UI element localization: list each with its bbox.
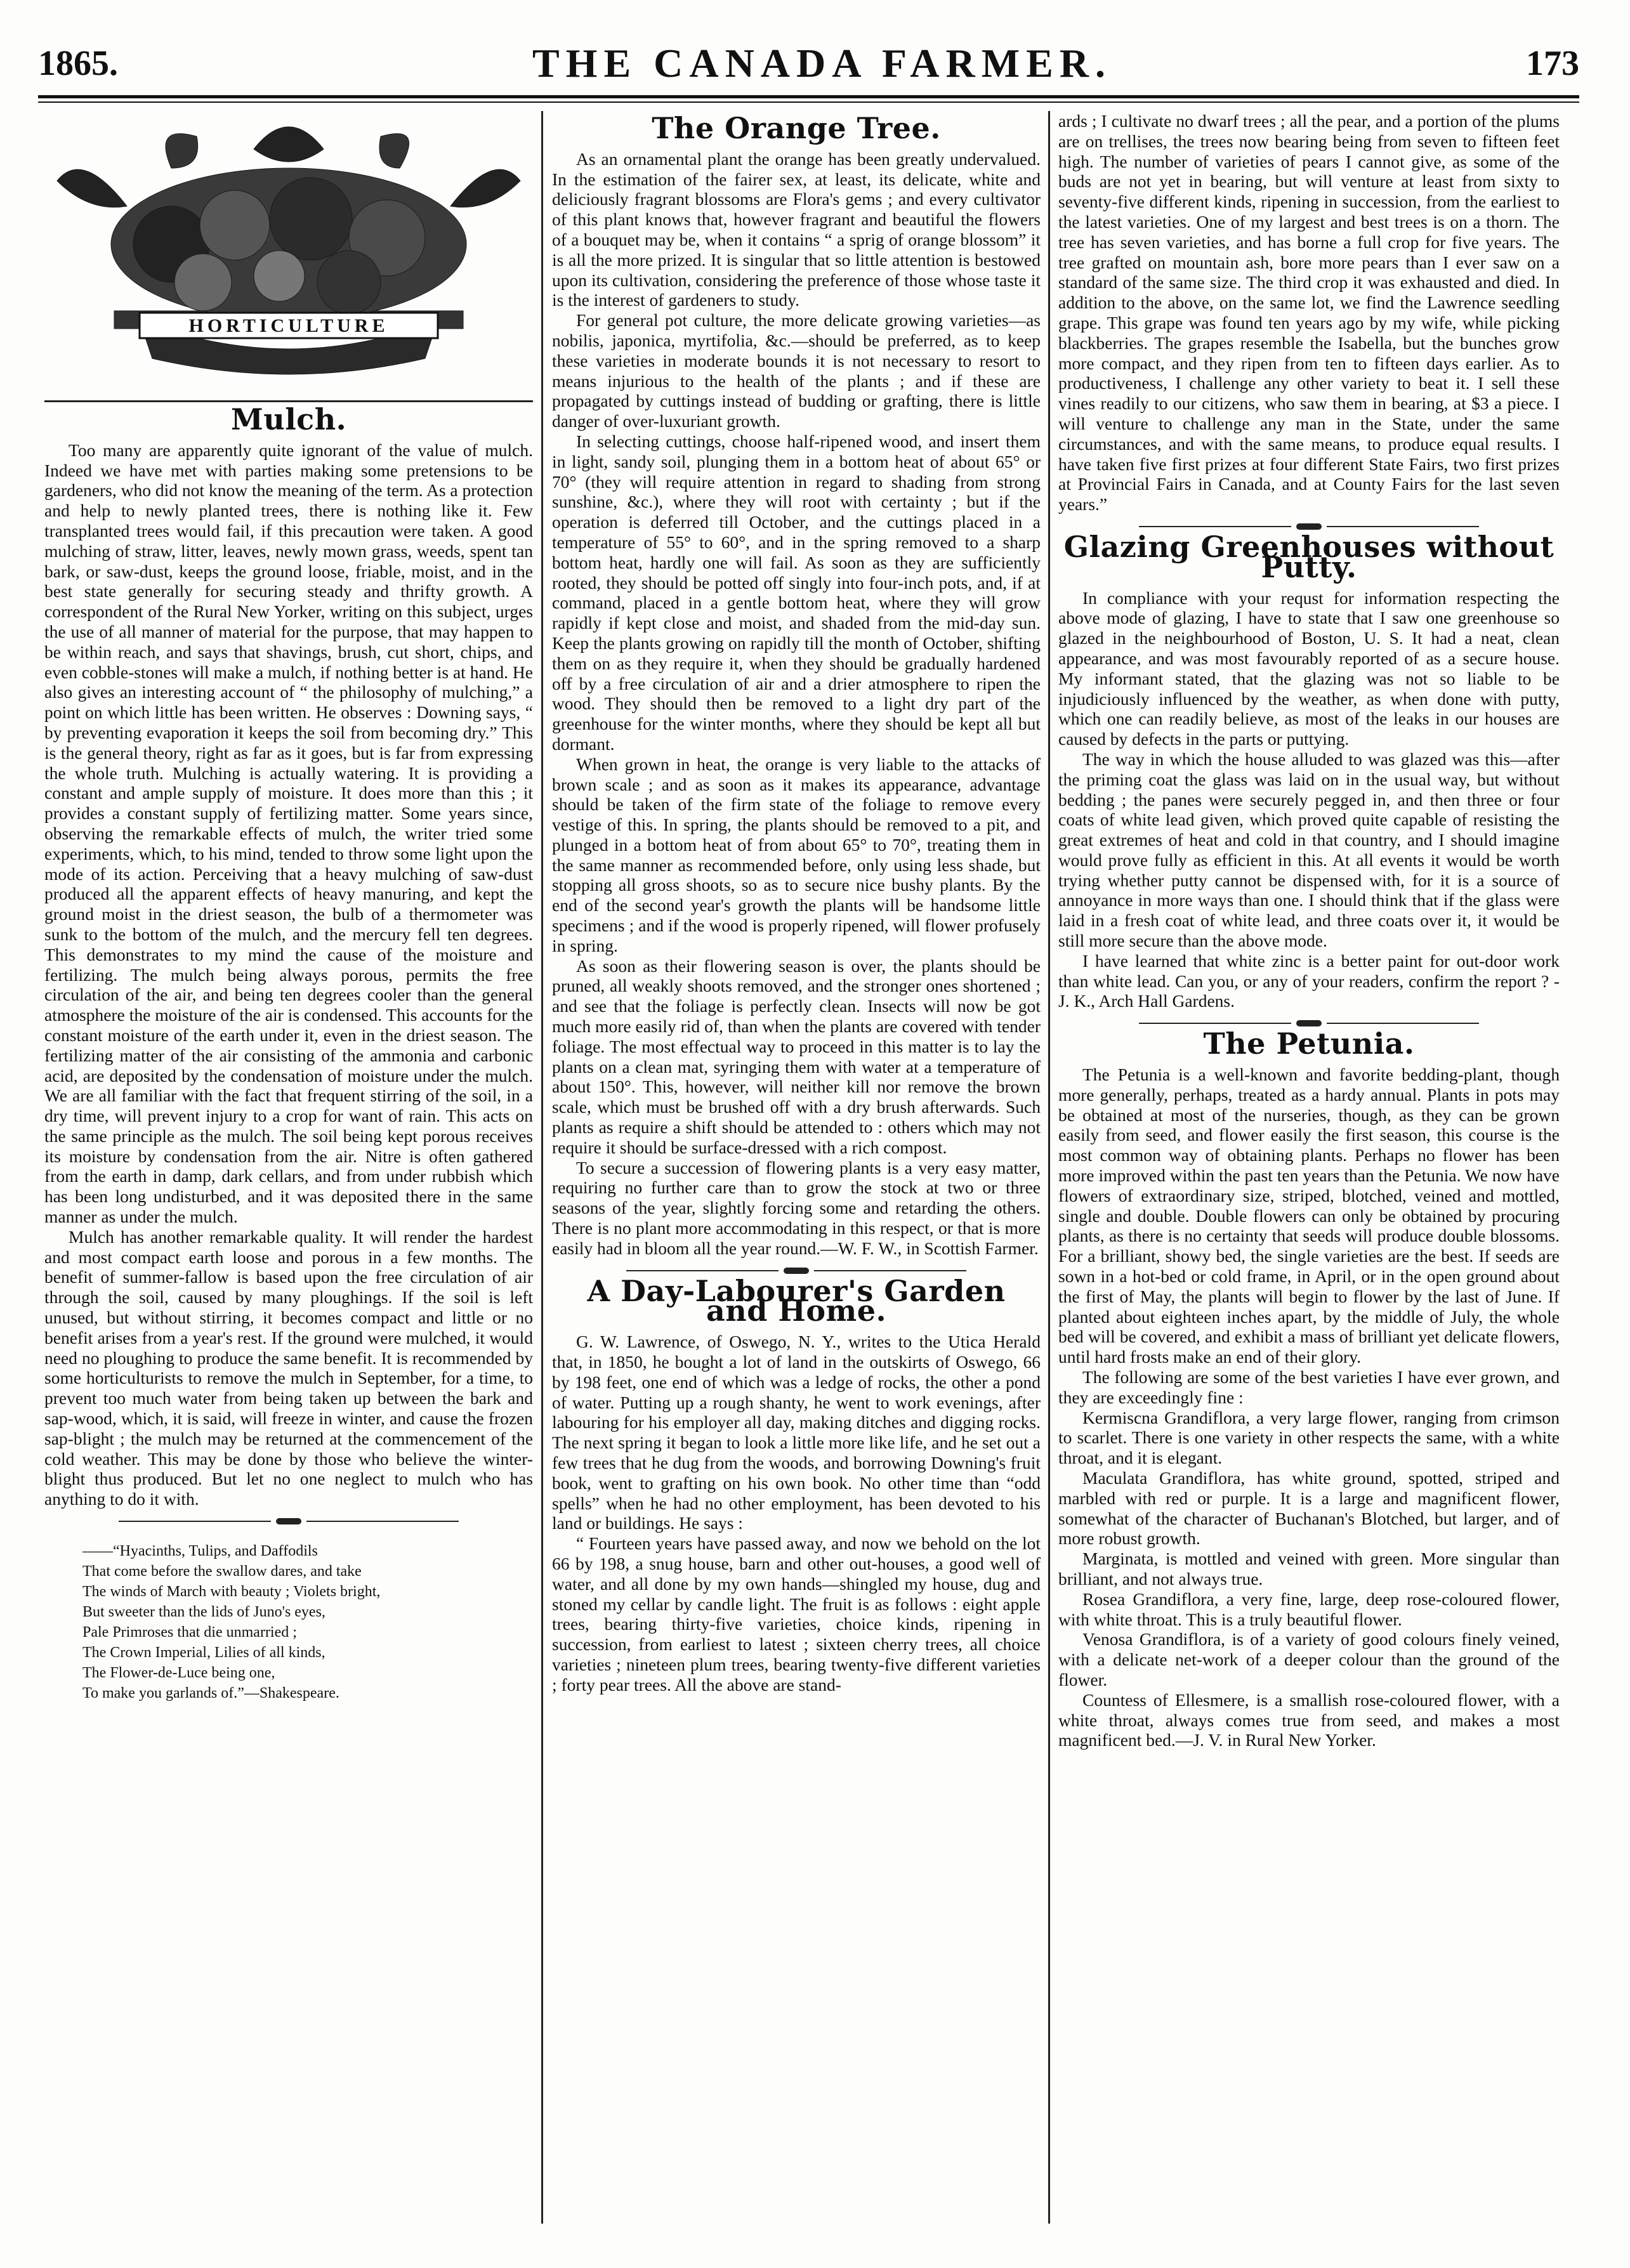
paragraph: Countess of Ellesmere, is a smallish rose-coloured flower, with a white throat, always comes true from seed, and makes a most magnificent bed.—J. V. in Rural New Yorker. [1058, 1689, 1560, 1750]
paragraph: ards ; I cultivate no dwarf trees ; all the pear, and a portion of the plums are on trellises, the trees now bearing being from seven to fifteen feet high. The number of varieties of pears I cannot give, as some of the buds are not yet in bearing, but will venture at least from sixty to seventy-five different kinds, ripening in succession, from the earliest to the latest varieties. One of my largest and best trees is on a thorn. The tree has seven varieties, and has borne a full crop for five years. The tree grafted on mountain ash, bore more pears than I ever saw on a standard of the same size. The third crop it was exhausted and died. In addition to the above, on the same lot, we find the Lawrence seedling grape. This grape was found ten years ago by my wife, while picking blackberries. The grapes resemble the Isabella, but the bunches grow more compact, and they ripen from ten to fifteen days earlier. As to productiveness, I challenge any other variety to beat it. I sell these vines readily to our citizens, who saw them in bearing, at $3 a piece. I will venture to challenge any man in the State, under the same circumstances, and with the same means, to produce equal results. I have taken five first prizes at four different State Fairs, two first prizes at Provincial Fairs in Canada, and at County Fairs for the last seven years.” [1058, 111, 1560, 515]
paragraph: Marginata, is mottled and veined with green. More singular than brilliant, and not always true. [1058, 1549, 1560, 1589]
ornamental-separator [552, 1268, 1041, 1274]
header-rule-thin [38, 102, 1579, 103]
page-number: 173 [1526, 44, 1579, 83]
paragraph: Venosa Grandiflora, is of a variety of good colours finely veined, with a delicate net-work of a deeper colour than the ground of the flower. [1058, 1629, 1560, 1689]
paragraph: Too many are apparently quite ignorant of the value of mulch. Indeed we have met with parties making some pretensions to be gardeners, who did not know the meaning of the term. As a protection and help to newly planted trees, there is nothing like it. Few transplanted trees would fail, if this precaution were taken. A good mulching of straw, litter, leaves, newly mown grass, weeds, spent tan bark, or saw-dust, keeps the ground loose, friable, moist, and in the best state generally for securing steady and thrifty growth. A correspondent of the Rural New Yorker, writing on this subject, urges the use of all manner of material for the purpose, that may happen to be within reach, and says that shavings, brush, cut short, chips, and even cobble-stones will make a mulch, if nothing better is at hand. He also gives an interesting account of “ the philosophy of mulching,” a point on which little has been written. He observes : Downing says, “ by preventing evaporation it keeps the soil from becoming dry.” This is the general theory, right as far as it goes, but is far from expressing the whole truth. Mulching is actually watering. It is providing a constant and ample supply of moisture. It does more than this ; it provides a constant supply of fertilizing matter. Some years since, observing the remarkable effects of mulch, the writer tried some experiments, which, to his mind, tended to throw some light upon the mode of its action. Perceiving that a heavy mulching of saw-dust produced all the apparent effects of heavy manuring, and kept the ground moist in the driest season, the bulb of a thermometer was sunk to the bottom of the mulch, and the mercury fell ten degrees. This demonstrates to my mind the cause of the moisture and fertilizing. The mulch being always porous, permits the free circulation of the air, and being ten degrees cooler than the general atmosphere the moisture of the air is condensed. This accounts for the constant moisture of the earth under it, even in the driest season. The fertilizing matter of the air consisting of the ammonia and carbonic acid, are deposited by the condensation of moisture under the mulch. We are all familiar with the fact that frequent stirring of the soil, in a dry time, will prevent injury to a crop for want of rain. This acts on the same principle as the mulch. The soil being kept porous receives its moisture by condensation from the air. Nitre is often gathered from the earth in damp, dark cellars, and from under rubbish which has been long undisturbed, and it was deposited there in the same manner as under the mulch. [44, 440, 533, 1227]
paragraph: As an ornamental plant the orange has been greatly undervalued. In the estimation of the fairer sex, at least, its delicate, white and deliciously fragrant blossoms are Flora's gems ; and every cultivator of this plant knows that, however fragrant and beautiful the flowers of a bouquet may be, when it contains “ a sprig of orange blossom” it is all the more prized. It is singular that so little attention is bestowed upon its cultivation, considering the preference of those whose taste it is the interest of gardeners to study. [552, 148, 1041, 310]
paragraph: The way in which the house alluded to was glazed was this—after the priming coat the glass was laid on in the usual way, but without bedding ; the panes were securely pegged in, and then three or four coats of white lead given, which proved quite capable of resisting the great extremes of heat and cold in that country, and I should imagine would prove fully as efficient in this. At all events it would be worth trying whether putty cannot be dispensed with, for it is a source of annoyance in more ways than one. I should think that if the glass were laid in a fresh coat of white lead, and three coats over it, it would be still more secure than the above mode. [1058, 749, 1560, 951]
poem-line: The Flower-de-Luce being one, [82, 1665, 275, 1682]
paragraph: I have learned that white zinc is a better paint for out-door work than white lead. Can you, or any of your readers, confirm the report ? - J. K., Arch Hall Gardens. [1058, 950, 1560, 1011]
article-title-glazing: Glazing Greenhouses without Putty. [1063, 529, 1554, 584]
paragraph: To secure a succession of flowering plants is a very easy matter, requiring no further care than to grow the stock at two or three seasons of the year, slightly forcing some and retarding the others. There is no plant more accommodating in this respect, or that is more easily had in bloom all the year round.—W. F. W., in Scottish Farmer. [552, 1157, 1041, 1258]
column-rule [1048, 111, 1050, 2224]
article-title-petunia: The Petunia. [1203, 1026, 1415, 1061]
poem-line: That come before the swallow dares, and take [82, 1563, 362, 1580]
poem-line: ——“Hyacinths, Tulips, and Daffodils [82, 1543, 318, 1560]
masthead-title: THE CANADA FARMER. [532, 41, 1112, 86]
article-title-mulch: Mulch. [230, 402, 347, 436]
poem-quote [82, 1541, 533, 1703]
paragraph: For general pot culture, the more delicate growing varieties—as nobilis, japonica, myrtifolia, &c.—should be preferred, as to keep these varieties in moderate bounds it is not necessary to resort to means injurious to the health of the plants ; and if these are propagated by cuttings instead of budding or grafting, there is little danger of over-luxuriant growth. [552, 310, 1041, 431]
paragraph: In selecting cuttings, choose half-ripened wood, and insert them in light, sandy soil, plunging them in a bottom heat of about 65° or 70° (they will require attention in regard to shading from strong sunshine, &c.), where they will root with certainty ; but if the operation is deferred till October, and the cuttings placed in a temperature of 55° to 60°, and in the spring removed to a sharp bottom heat, hardly one will fail. As soon as they are sufficiently rooted, they should be potted off singly into four-inch pots, and, if at command, placed in a gentle bottom heat, where they will grow rapidly if kept close and moist, and shaded from the mid-day sun. Keep the plants growing on rapidly till the month of October, shifting them on as they require it, when they should be gradually hardened off by a free circulation of air and a drier atmosphere to ripen the wood. They should then be removed to a light dry part of the greenhouse for the winter months, where they should be kept all but dormant. [552, 431, 1041, 754]
paragraph: When grown in heat, the orange is very liable to the attacks of brown scale ; and as soon as it makes its appearance, advantage should be taken of the firm state of the foliage to remove every vestige of this. In spring, the plants should be removed to a pit, and plunged in a bottom heat of from about 65° to 70°, treating them in the same manner as recommended before, only using less shade, but stopping all gross shoots, so as to secure nice bushy plants. By the end of the second year's growth the plants will be handsome little specimens ; and if the wood is properly ripened, will flower profusely in spring. [552, 754, 1041, 955]
article-title-orange-tree: The Orange Tree. [652, 111, 941, 145]
header-rule [38, 95, 1579, 98]
paragraph: Rosea Grandiflora, a very fine, large, deep rose-coloured flower, with white throat. This is a truly beautiful flower. [1058, 1589, 1560, 1629]
horticulture-banner-illustration [44, 111, 533, 390]
paragraph: “ Fourteen years have passed away, and now we behold on the lot 66 by 198, a snug house, barn and other out-houses, a good well of water, and all done by my own hands—shingled my house, dug and stoned my cellar by candle light. The fruit is as follows : eight apple trees, bearing thirty-five varieties, choice kinds, ripening in succession, from earliest to latest ; sixteen cherry trees, all choice varieties ; nineteen plum trees, bearing twenty-five different varieties ; forty pear trees. All the above are stand- [552, 1533, 1041, 1694]
column-rule [541, 111, 543, 2224]
issue-year: 1865. [38, 44, 118, 83]
ornamental-separator [1058, 523, 1560, 530]
ornamental-separator [44, 1518, 533, 1524]
paragraph: Mulch has another remarkable quality. It will render the hardest and most compact earth loose and porous in a few months. The benefit of summer-fallow is based upon the free circulation of air through the soil, caused by many ploughings. If the soil is left unused, but without stirring, it becomes compact and little or no benefit arises from a year's rest. If the ground were mulched, it would need no ploughing to produce the same benefit. It is recommended by some horticulturists to remove the mulch in September, for a time, to prevent too much water from being taken up between the bark and sap-wood, which, it is said, will freeze in winter, and cause the frozen sap-blight ; the mulch may be returned at the commencement of the cold weather. This may be done by those who believe the winter-blight thus produced. But let no one neglect to mulch who has anything to do it with. [44, 1226, 533, 1509]
poem-line: The winds of March with beauty ; Violets bright, [82, 1583, 381, 1601]
poem-line: The Crown Imperial, Lilies of all kinds, [82, 1644, 325, 1662]
poem-line: Pale Primroses that die unmarried ; [82, 1624, 297, 1641]
paragraph: The Petunia is a well-known and favorite bedding-plant, though more generally, perhaps, treated as a hardy annual. Plants in pots may be obtained at most of the nurseries, though, as they can be grown easily from seed, and flower easily the first season, this course is the most common way of obtaining plants. Perhaps no flower has been more improved within the past ten years than the Petunia. We now have flowers of extraordinary size, striped, blotched, veined and mottled, single and double. Double flowers can only be obtained by procuring plants, as there is no certainty that seeds will produce double blossoms. For a brilliant, showy bed, the single varieties are the best. If seeds are sown in a hot-bed or cold frame, in April, or in the open ground about the first of May, the plants will begin to flower by the last of June. If planted about eighteen inches apart, by the middle of July, the whole bed will be covered, and exhibit a mass of brilliant yet delicate flowers, until hard frosts make an end of their glory. [1058, 1065, 1560, 1367]
ornamental-separator [1058, 1020, 1560, 1026]
poem-line: But sweeter than the lids of Juno's eyes, [82, 1604, 325, 1621]
paragraph: Maculata Grandiflora, has white ground, spotted, striped and marbled with red or purple. It is a large and magnificent flower, somewhat of the character of Buchanan's Blotched, but larger, and of more robust growth. [1058, 1468, 1560, 1549]
column-3 [1058, 111, 1560, 2230]
banner-label: HORTICULTURE [188, 315, 389, 336]
column-2 [552, 111, 1041, 2230]
paragraph: G. W. Lawrence, of Oswego, N. Y., writes to the Utica Herald that, in 1850, he bought a lot of land in the outskirts of Oswego, 66 by 198 feet, one end of which was a ledge of rocks, the other a pond of water. Putting up a rough shanty, he went to work evenings, after labouring for his employer all day, making ditches and digging rocks. The next spring it began to look a little more like life, and he set out a few trees that he dug from the woods, and borrowing Downing's fruit book, went to grafting on his own book. No other time than “odd spells” when he had no other employment, has been devoted to his land or buildings. He says : [552, 1332, 1041, 1533]
article-title-day-labourer: A Day-Labourer's Garden and Home. [587, 1273, 1006, 1328]
column-1 [44, 111, 533, 2230]
paragraph: Kermiscna Grandiflora, a very large flower, ranging from crimson to scarlet. There is one variety in other respects the same, with a white throat, and it is elegant. [1058, 1407, 1560, 1468]
paragraph: As soon as their flowering season is over, the plants should be pruned, all weakly shoots removed, and the stronger ones shortened ; and see that the foliage is perfectly clean. Insects will now be got much more easily rid of, than when the plants are covered with tender foliage. The most effectual way to proceed in this matter is to lay the plants on a clean mat, syringing them with water at a temperature of about 150°. This, however, will neither kill nor remove the brown scale, which must be brushed off with a dry brush afterwards. Such plants as require a shift should be attended to : others which may not require it should be surface-dressed with a rich compost. [552, 955, 1041, 1157]
poem-line: To make you garlands of.”—Shakespeare. [82, 1685, 339, 1702]
running-head [38, 35, 1579, 92]
paragraph: The following are some of the best varieties I have ever grown, and they are exceedingly fine : [1058, 1367, 1560, 1407]
paragraph: In compliance with your requst for information respecting the above mode of glazing, I have to state that I saw one greenhouse so glazed in the neighbourhood of Boston, U. S. It had a neat, clean appearance, and was most favourably reported of as a secure house. My informant stated, that the glazing was not so liable to be injudiciously influenced by the weather, as when done with putty, which one can readily believe, as most of the leaks in our houses are caused by defects in the parts or puttying. [1058, 587, 1560, 749]
